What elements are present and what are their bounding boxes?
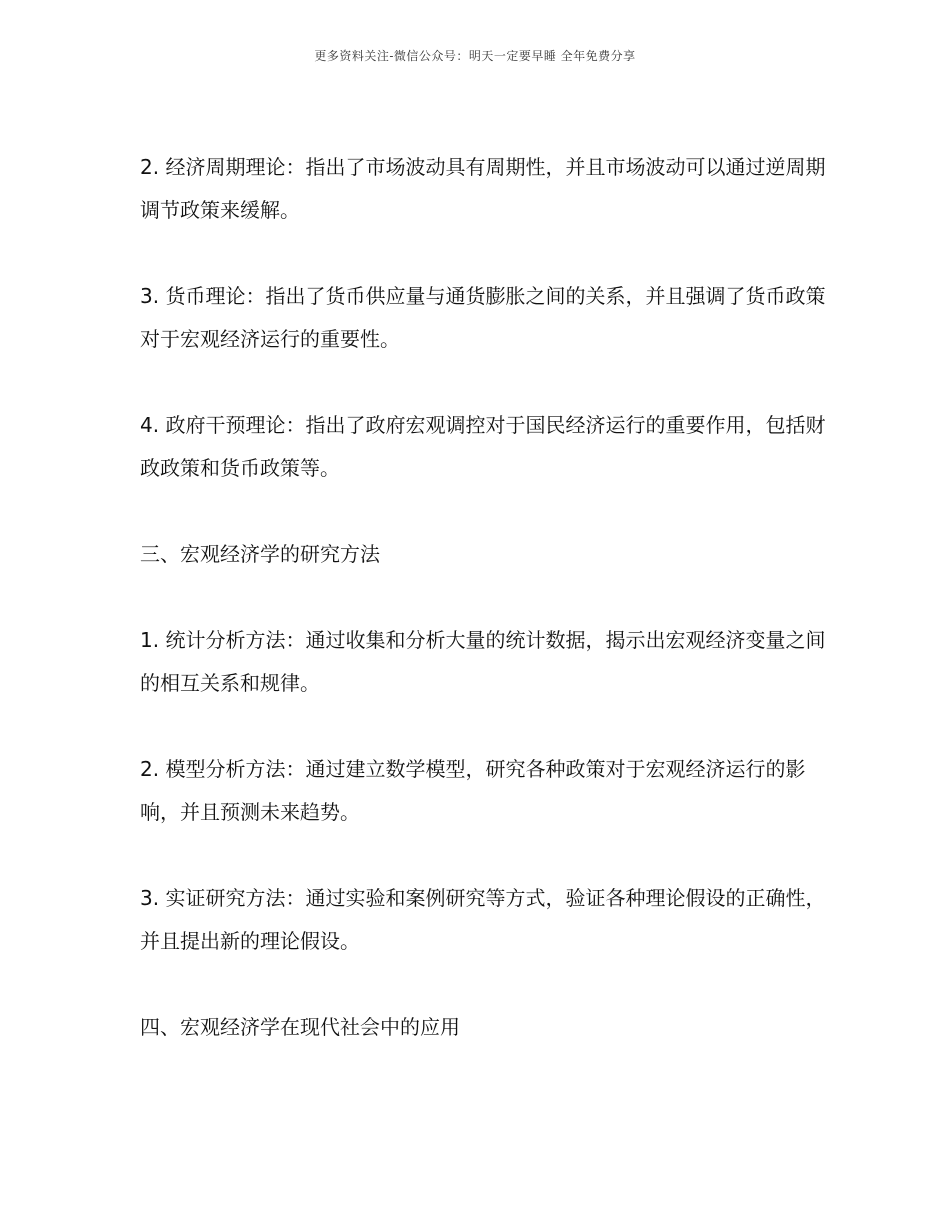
paragraph-model-analysis: 2. 模型分析方法：通过建立数学模型，研究各种政策对于宏观经济运行的影响，并且预测未来趋势。 <box>140 757 806 824</box>
page-header-watermark: 更多资料关注-微信公众号：明天一定要早睡 全年免费分享 <box>314 49 636 63</box>
paragraph-business-cycle-theory: 2. 经济周期理论：指出了市场波动具有周期性，并且市场波动可以通过逆周期调节政策来缓解。 <box>140 155 826 222</box>
paragraph-statistical-analysis: 1. 统计分析方法：通过收集和分析大量的统计数据，揭示出宏观经济变量之间的相互关系和规律。 <box>140 628 826 695</box>
section-heading-applications: 四、宏观经济学在现代社会中的应用 <box>140 1015 460 1039</box>
paragraph-government-intervention-theory: 4. 政府干预理论：指出了政府宏观调控对于国民经济运行的重要作用，包括财政政策和货币政策等。 <box>140 413 826 480</box>
document-body <box>140 146 840 1092</box>
section-heading-research-methods: 三、宏观经济学的研究方法 <box>140 542 380 566</box>
paragraph-monetary-theory: 3. 货币理论：指出了货币供应量与通货膨胀之间的关系，并且强调了货币政策对于宏观经济运行的重要性。 <box>140 284 826 351</box>
paragraph-empirical-research: 3. 实证研究方法：通过实验和案例研究等方式，验证各种理论假设的正确性，并且提出新的理论假设。 <box>140 886 826 953</box>
